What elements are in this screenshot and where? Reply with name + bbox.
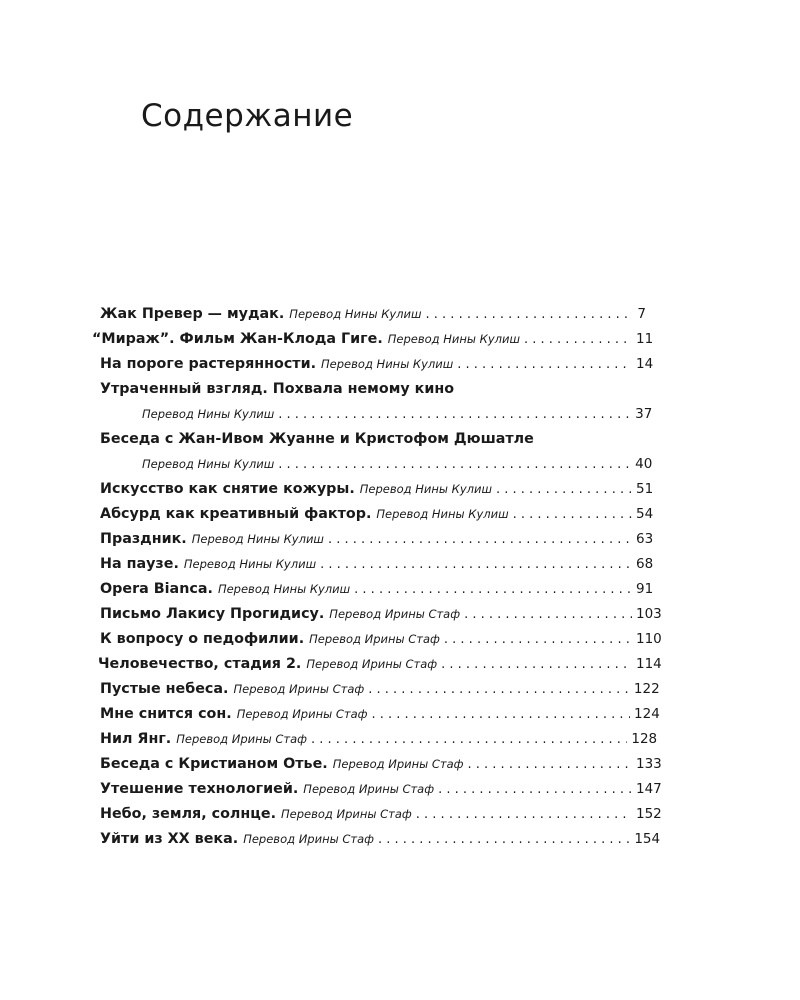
toc-entry-page: 40: [635, 456, 653, 472]
dot-leader: [496, 478, 632, 502]
toc-entry-title: Пустые небеса.: [100, 681, 229, 697]
toc-entry-translator: Перевод Нины Кулиш: [217, 582, 351, 596]
dot-leader: [416, 803, 632, 827]
toc-entry-title: Письмо Лакису Прогидису.: [100, 606, 325, 622]
toc-entry: [100, 527, 654, 551]
toc-entry-page: 133: [636, 756, 662, 772]
toc-entry-translator: Перевод Нины Кулиш: [142, 407, 275, 421]
toc-entry: [100, 352, 654, 376]
toc-entry-translator: Перевод Нины Кулиш: [183, 557, 317, 571]
toc-entry-page: 14: [636, 356, 654, 372]
toc-entry-page: 51: [636, 481, 654, 497]
toc-entry: [100, 577, 654, 601]
toc-entry-translator: Перевод Ирины Стаф: [332, 757, 464, 771]
dot-leader: [354, 578, 632, 602]
toc-entry: [98, 652, 662, 676]
toc-entry: [100, 627, 662, 651]
toc-entry-translator: Перевод Нины Кулиш: [387, 332, 520, 346]
dot-leader: [441, 653, 632, 677]
toc-entry: [100, 702, 660, 726]
toc-entry-title: Нил Янг.: [100, 731, 172, 747]
toc-entry-title: Мне снится сон.: [100, 706, 232, 722]
toc-entry-title: Беседа с Жан-Ивом Жуанне и Кристофом Дюшатле: [100, 431, 534, 447]
dot-leader: [368, 678, 630, 702]
toc-entry-translator: Перевод Ирины Стаф: [281, 807, 412, 821]
toc-entry-translator: Перевод Ирины Стаф: [176, 732, 307, 746]
toc-entry-title: Человечество, стадия 2.: [98, 656, 302, 672]
dot-leader: [328, 528, 632, 552]
dot-leader: [278, 403, 631, 427]
dot-leader: [468, 753, 633, 777]
dot-leader: [438, 778, 632, 802]
toc-entry-translator: Перевод Нины Кулиш: [321, 357, 454, 371]
dot-leader: [278, 453, 631, 477]
toc-entry-title: “Мираж”. Фильм Жан-Клода Гиге.: [92, 331, 383, 347]
table-of-contents: [0, 300, 800, 860]
toc-entry-page: 63: [636, 531, 654, 547]
toc-entry: [100, 827, 661, 851]
toc-entry-title: Искусство как снятие кожуры.: [100, 481, 355, 497]
toc-entry-page: 147: [636, 781, 662, 797]
toc-entry-title: Утраченный взгляд. Похвала немому кино: [100, 381, 455, 397]
toc-entry-page: 54: [636, 506, 654, 522]
toc-entry-translator: Перевод Ирины Стаф: [329, 607, 461, 621]
toc-entry-page: 122: [633, 681, 660, 697]
toc-entry-translator: Перевод Нины Кулиш: [376, 507, 509, 521]
toc-entry: [142, 452, 653, 476]
dot-leader: [524, 328, 632, 352]
page-title: Содержание: [141, 98, 354, 134]
toc-entry-translator: Перевод Нины Кулиш: [289, 307, 422, 321]
toc-entry: [100, 502, 654, 526]
toc-entry-page: 103: [636, 606, 662, 622]
toc-entry-page: 152: [636, 806, 662, 822]
toc-entry-title: Абсурд как креативный фактор.: [100, 506, 372, 522]
toc-entry: [100, 777, 662, 801]
dot-leader: [513, 503, 632, 527]
dot-leader: [371, 703, 630, 727]
toc-entry-title: Уйти из XX века.: [100, 831, 239, 847]
toc-entry: [100, 727, 658, 751]
toc-entry: [100, 552, 654, 576]
toc-entry: [100, 477, 654, 501]
toc-entry-translator: Перевод Ирины Стаф: [306, 657, 438, 671]
toc-entry-translator: Перевод Ирины Стаф: [303, 782, 435, 796]
toc-entry-title: На паузе.: [100, 556, 179, 572]
toc-entry-translator: Перевод Ирины Стаф: [309, 632, 440, 646]
toc-entry-page: 7: [637, 306, 646, 322]
toc-entry-translator: Перевод Нины Кулиш: [142, 457, 275, 471]
dot-leader: [426, 303, 632, 327]
toc-entry-page: 110: [636, 631, 662, 647]
toc-entry: [100, 602, 662, 626]
toc-entry-title: На пороге растерянности.: [100, 356, 317, 372]
dot-leader: [320, 553, 632, 577]
toc-entry-title: Беседа с Кристианом Отье.: [100, 756, 328, 772]
toc-entry-translator: Перевод Нины Кулиш: [359, 482, 492, 496]
toc-entry-translator: Перевод Ирины Стаф: [236, 707, 368, 721]
toc-entry: [100, 752, 662, 776]
toc-entry-page: 114: [636, 656, 662, 672]
toc-entry-page: 124: [634, 706, 660, 722]
toc-entry-title-line: [100, 427, 646, 451]
toc-entry: [100, 802, 662, 826]
toc-entry-translator: Перевод Нины Кулиш: [191, 532, 324, 546]
dot-leader: [464, 603, 632, 627]
toc-entry-title: Opera Bianca.: [100, 581, 213, 597]
toc-entry-page: 91: [636, 581, 654, 597]
toc-entry-title: Небо, земля, солнце.: [100, 806, 276, 822]
toc-entry-title: Праздник.: [100, 531, 187, 547]
toc-entry-title: Утешение технологией.: [100, 781, 299, 797]
toc-entry-translator: Перевод Ирины Стаф: [233, 682, 365, 696]
toc-entry-title-line: [100, 377, 646, 401]
toc-entry: [100, 302, 646, 326]
dot-leader: [444, 628, 632, 652]
dot-leader: [378, 828, 630, 852]
toc-entry-page: 68: [636, 556, 654, 572]
toc-entry-page: 128: [631, 731, 658, 747]
toc-entry-title: Жак Превер — мудак.: [100, 306, 285, 322]
toc-entry-page: 11: [636, 331, 654, 347]
toc-entry-page: 154: [634, 831, 661, 847]
toc-entry: [92, 327, 654, 351]
dot-leader: [457, 353, 632, 377]
toc-entry-page: 37: [635, 406, 653, 422]
toc-entry: [100, 677, 660, 701]
toc-entry-translator: Перевод Ирины Стаф: [243, 832, 374, 846]
toc-entry-title: К вопросу о педофилии.: [100, 631, 305, 647]
dot-leader: [311, 728, 627, 752]
toc-entry: [142, 402, 653, 426]
